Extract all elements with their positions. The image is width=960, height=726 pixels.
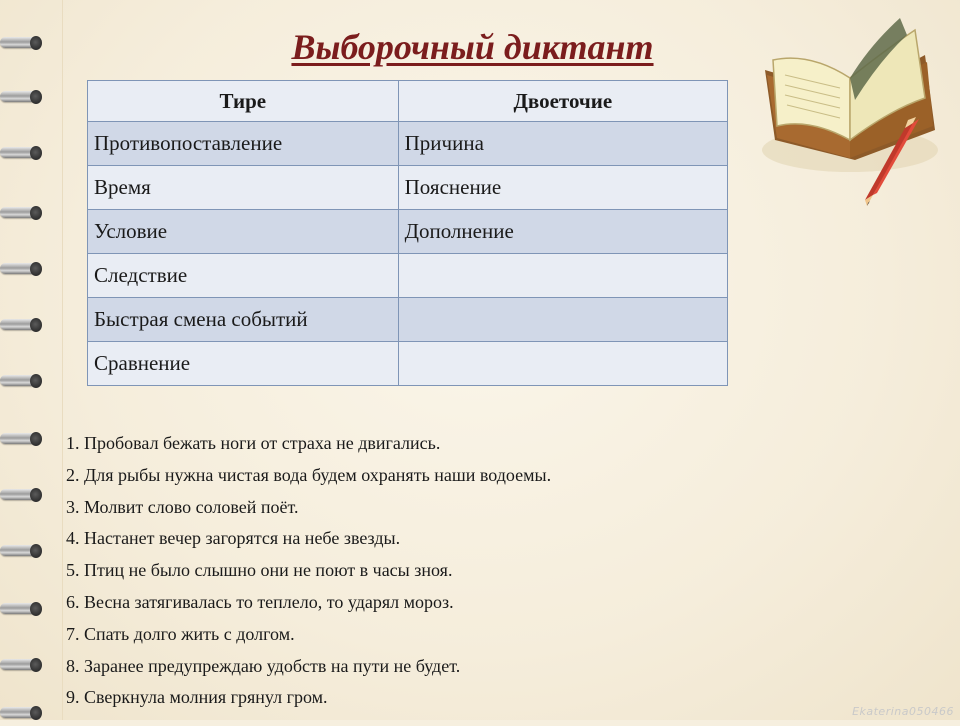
table-row <box>88 166 728 210</box>
table-cell: Противопоставление <box>88 122 399 166</box>
list-item: 1. Пробовал бежать ноги от страха не двигались. <box>66 433 441 453</box>
table-cell: Условие <box>88 210 399 254</box>
table-cell: Дополнение <box>398 210 727 254</box>
table-row <box>88 342 728 386</box>
binding-ring <box>0 426 46 452</box>
table-cell: Причина <box>398 122 727 166</box>
table-cell: Сравнение <box>88 342 399 386</box>
table-cell: Пояснение <box>398 166 727 210</box>
table-row <box>88 210 728 254</box>
binding-ring <box>0 140 46 166</box>
list-item: 6. Весна затягивалась то теплело, то ударял мороз. <box>66 591 454 612</box>
watermark: Ekaterina050466 <box>852 705 954 718</box>
table-cell <box>398 342 727 386</box>
list-item: 8. Заранее предупреждаю удобств на пути не будет. <box>66 655 461 676</box>
binding-ring <box>0 538 46 564</box>
list-item: 7. Спать долго жить с долгом. <box>66 623 295 644</box>
column-header-colon: Двоеточие <box>398 81 727 122</box>
list-item: 4. Настанет вечер загорятся на небе звезды. <box>66 528 401 549</box>
binding-ring <box>0 482 46 508</box>
binding-ring <box>0 652 46 678</box>
binding-ring <box>0 256 46 282</box>
table-row <box>88 122 728 166</box>
binding-ring <box>0 84 46 110</box>
list-item: 9. Сверкнула молния грянул гром. <box>66 687 328 708</box>
punctuation-table <box>87 80 728 386</box>
sentence-list <box>66 428 766 714</box>
spiral-binding <box>0 0 60 720</box>
table-header-row <box>88 81 728 122</box>
binding-ring <box>0 312 46 338</box>
binding-ring <box>0 596 46 622</box>
list-item: 3. Молвит слово соловей поёт. <box>66 496 299 517</box>
open-book-icon <box>755 0 955 210</box>
table-cell <box>398 254 727 298</box>
table-cell: Следствие <box>88 254 399 298</box>
table-cell: Время <box>88 166 399 210</box>
list-item: 5. Птиц не было слышно они не поют в часы зноя. <box>66 560 453 581</box>
column-header-dash: Тире <box>88 81 399 122</box>
binding-ring <box>0 368 46 394</box>
page-title: Выборочный диктант <box>291 27 654 67</box>
table-cell: Быстрая смена событий <box>88 298 399 342</box>
table-row <box>88 298 728 342</box>
binding-ring <box>0 200 46 226</box>
table-row <box>88 254 728 298</box>
margin-line <box>62 0 63 720</box>
binding-ring <box>0 700 46 726</box>
table-cell <box>398 298 727 342</box>
list-item: 2. Для рыбы нужна чистая вода будем охранять наши водоемы. <box>66 464 552 485</box>
